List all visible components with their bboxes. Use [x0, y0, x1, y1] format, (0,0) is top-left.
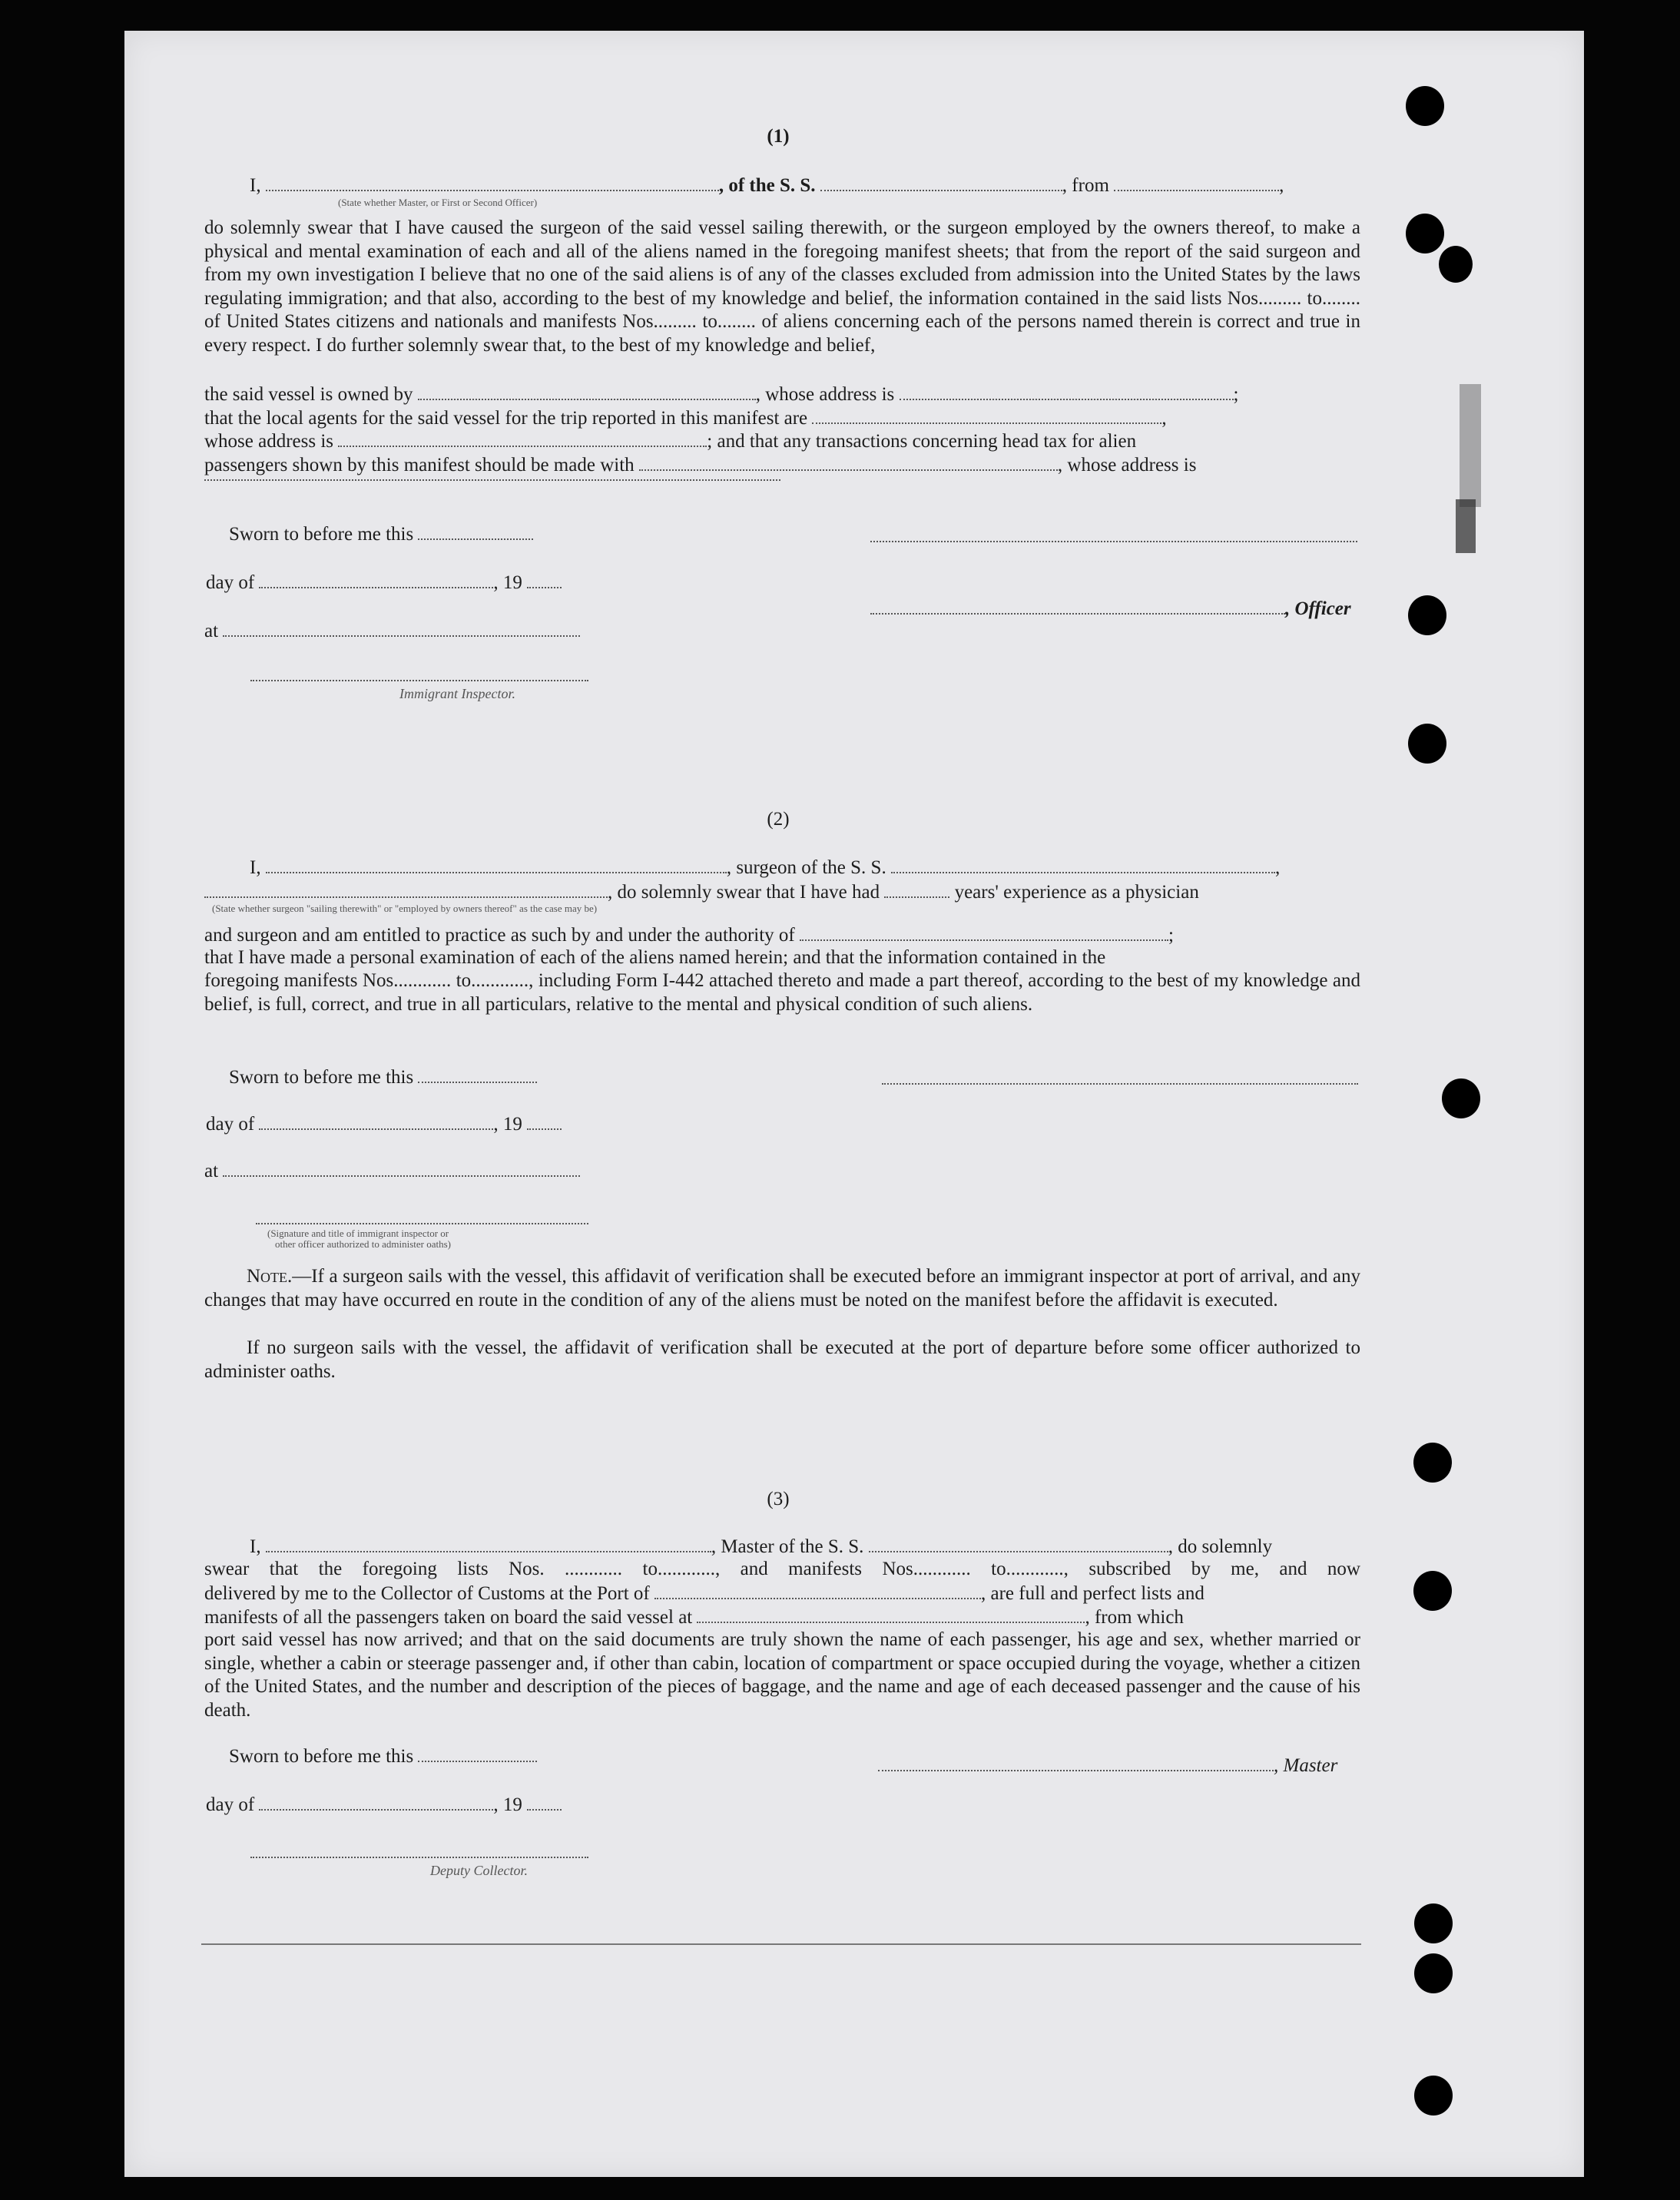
day-of-label: day of [206, 1794, 255, 1815]
taken-on-board-label: manifests of all the passengers taken on board the said vessel at [204, 1607, 693, 1628]
section1-l1b: , of the S. S. [718, 175, 816, 196]
section2-sworn-line [229, 1065, 537, 1088]
deputy-collector-signature-field[interactable] [250, 1857, 588, 1858]
section3-master-line [878, 1753, 1337, 1777]
section2-paragraph-b: foregoing manifests Nos............ to............, including Form I-442 attached thereto and made a part thereof, according to the best of my knowledge and belief, is full, correct, and true in all particulars, relative to the mental and physical condition of such aliens. [204, 970, 1360, 1015]
section1-paragraph: do solemnly swear that I have caused the surgeon of the said vessel sailing therewith, or the surgeon employed by the owners thereof, to make a physical and mental examination of each and all of the aliens named in the foregoing manifest sheets; that from the report of the said surgeon and from my own investigation I believe that no one of the said aliens is of any of the classes excluded from admission into the United States by the laws regulating immigration; and that also, according to the best of my knowledge and belief, the information contained in the said lists Nos......... to........ of United States citizens and nationals and manifests Nos......... to........ of aliens concerning each of the persons named therein is correct and true in every respect. I do further solemnly swear that, to the best of my knowledge and belief, [204, 217, 1360, 356]
punch-hole [1406, 86, 1444, 126]
from-port-field[interactable] [1114, 173, 1279, 191]
port-of-delivery-field[interactable] [654, 1581, 981, 1599]
day-of-label: day of [206, 572, 255, 593]
head-tax-agent-field[interactable] [639, 452, 1058, 471]
section-number-3: (3) [767, 1489, 790, 1509]
day-month-field[interactable] [259, 1792, 493, 1811]
section-number-1: (1) [767, 126, 790, 147]
at-place-field[interactable] [223, 1158, 580, 1177]
at-label: at [204, 621, 219, 641]
section1-agents-line: that the local agents for the said vessel for the trip reported in this manifest are , [204, 406, 1167, 429]
punch-hole [1408, 595, 1446, 635]
sworn-day-field[interactable] [418, 1744, 537, 1762]
sworn-day-field[interactable] [418, 522, 533, 540]
master-vessel-field[interactable] [869, 1534, 1168, 1552]
section3-line-1 [250, 1534, 1272, 1558]
section1-agent-address-line [204, 429, 1136, 452]
punch-hole [1442, 1078, 1480, 1118]
section2-line-3: and surgeon and am entitled to practice as such by and under the authority of ; [204, 923, 1174, 946]
owned-by-label: the said vessel is owned by [204, 384, 413, 405]
surgeon-status-field[interactable] [204, 880, 608, 898]
signature-note-line-1: (Signature and title of immigrant inspector or [267, 1228, 449, 1239]
punch-hole [1413, 1443, 1452, 1483]
year-field[interactable] [527, 1112, 562, 1130]
master-name-field[interactable] [266, 1534, 711, 1552]
agents-field[interactable] [812, 406, 1161, 424]
section3-sworn-line [229, 1744, 537, 1768]
punch-hole [1406, 214, 1444, 253]
section3-l1a: I, [250, 1536, 261, 1557]
whose-address-label: , whose address is [755, 384, 895, 405]
year-prefix: , 19 [493, 1114, 522, 1135]
years-experience-field[interactable] [884, 880, 949, 898]
administering-officer-signature-field[interactable] [256, 1223, 588, 1224]
year-field[interactable] [527, 570, 562, 588]
section3-delivered-line [204, 1581, 1204, 1605]
note-text: —If a surgeon sails with the vessel, this affidavit of verification shall be executed before an immigrant inspector at port of arrival, and any changes that may have occurred en route in the condition of any of the aliens must be noted on the manifest before the affidavit is executed. [204, 1266, 1360, 1310]
officer-label: , Officer [1285, 598, 1351, 619]
section2-day-line [206, 1112, 562, 1135]
officer-title-field[interactable] [870, 596, 1285, 615]
section2-note-2: If no surgeon sails with the vessel, the affidavit of verification shall be executed at the port of departure before some officer authorized to administer oaths. [204, 1337, 1360, 1382]
bottom-rule [201, 1943, 1361, 1945]
section1-day-line [206, 570, 562, 594]
section1-line-1: I, , of the S. S. , from , [250, 173, 1284, 197]
deputy-collector-label: Deputy Collector. [430, 1863, 528, 1878]
experience-label: years' experience as a physician [954, 882, 1199, 903]
agents-label: that the local agents for the said vessel for the trip reported in this manifest are [204, 408, 808, 429]
punch-hole [1414, 2076, 1453, 2116]
scan-smudge [1460, 384, 1481, 507]
transactions-label: ; and that any transactions concerning head tax for alien [707, 431, 1137, 452]
sworn-label: Sworn to before me this [229, 1746, 414, 1767]
section3-manifests-line [204, 1605, 1184, 1628]
owner-field[interactable] [418, 382, 756, 400]
year-prefix: , 19 [493, 572, 522, 593]
section1-l1c: , from [1062, 175, 1109, 196]
section2-at-line [204, 1158, 580, 1182]
day-of-label: day of [206, 1114, 255, 1135]
full-perfect-label: , are full and perfect lists and [981, 1583, 1204, 1604]
note-label: Note. [247, 1266, 293, 1287]
master-of-label: , Master of the S. S. [711, 1536, 864, 1557]
sworn-label: Sworn to before me this [229, 524, 414, 545]
day-month-field[interactable] [259, 570, 493, 588]
section1-continuation-field[interactable] [204, 479, 780, 481]
master-rank-field[interactable] [266, 173, 719, 191]
master-signature-field[interactable] [878, 1753, 1274, 1771]
passengers-label: passengers shown by this manifest should be made with [204, 455, 635, 475]
punch-hole [1414, 1903, 1453, 1943]
swear-had-label: , do solemnly swear that I have had [608, 882, 880, 903]
surgeon-of-label: , surgeon of the S. S. [726, 857, 886, 878]
section1-l1a: I, [250, 175, 261, 196]
section3-day-line [206, 1792, 562, 1816]
section1-passengers-line [204, 452, 1196, 476]
master-label: , Master [1274, 1755, 1338, 1776]
head-tax-address-label: , whose address is [1057, 455, 1197, 475]
section-number-2: (2) [767, 809, 790, 830]
solemnly-label: , do solemnly [1168, 1536, 1273, 1557]
from-which-label: , from which [1085, 1607, 1184, 1628]
section1-rank-note: (State whether Master, or First or Second Officer) [338, 197, 538, 208]
year-prefix: , 19 [493, 1794, 522, 1815]
sworn-label: Sworn to before me this [229, 1067, 414, 1088]
section2-line-2 [204, 880, 1199, 903]
agent-address-field[interactable] [338, 429, 707, 447]
section1-officer-line [870, 596, 1351, 620]
section1-at-line [204, 618, 580, 642]
authority-field[interactable] [800, 923, 1168, 941]
section2-note [204, 1265, 1360, 1312]
at-label: at [204, 1161, 219, 1181]
punch-hole [1408, 724, 1446, 764]
punch-hole [1413, 1571, 1452, 1611]
sworn-day-field[interactable] [418, 1065, 537, 1083]
boarding-port-field[interactable] [697, 1605, 1085, 1623]
section1-owner-line: the said vessel is owned by , whose address is ; [204, 382, 1238, 406]
section2-status-note: (State whether surgeon "sailing therewith" or "employed by owners thereof" as the case may be) [212, 903, 598, 914]
immigrant-inspector-label: Immigrant Inspector. [399, 686, 515, 701]
section2-l1a: I, [250, 857, 261, 878]
punch-hole [1414, 1953, 1453, 1993]
section3-paragraph-b: port said vessel has now arrived; and that on the said documents are truly shown the name of each passenger, his age and sex, whether married or single, whether a cabin or steerage passenger and, if other than cabin, location of compartment or space occupied during the voyage, whether a citizen of the United States, and the number and description of the pieces of baggage, and the name and age of each deceased passenger and the cause of his death. [204, 1629, 1360, 1721]
vessel-name-field[interactable] [820, 173, 1062, 191]
owner-address-field[interactable] [900, 382, 1234, 400]
agent-address-label: whose address is [204, 431, 334, 452]
surgeon-signature-field[interactable] [882, 1083, 1358, 1085]
section2-line-1: I, , surgeon of the S. S. , [250, 855, 1280, 879]
authority-label: and surgeon and am entitled to practice as such by and under the authority of [204, 925, 795, 946]
day-month-field[interactable] [259, 1112, 493, 1130]
punch-hole [1439, 246, 1473, 283]
surgeon-name-field[interactable] [266, 855, 727, 873]
delivered-label: delivered by me to the Collector of Customs at the Port of [204, 1583, 650, 1604]
year-field[interactable] [527, 1792, 562, 1811]
at-place-field[interactable] [223, 618, 580, 637]
section1-sworn-line [229, 522, 533, 545]
signature-note-line-2: other officer authorized to administer oaths) [275, 1238, 451, 1250]
scan-smudge [1456, 499, 1476, 553]
officer-signature-field[interactable] [870, 541, 1357, 542]
inspector-signature-field[interactable] [250, 680, 588, 681]
section2-paragraph-a: that I have made a personal examination of each of the aliens named herein; and that the information contained in the [204, 947, 1106, 968]
section3-paragraph-a: swear that the foregoing lists Nos. ............ to............, and manifests Nos............ to............, subscribed by me, and now [204, 1559, 1360, 1579]
surgeon-vessel-field[interactable] [891, 855, 1275, 873]
